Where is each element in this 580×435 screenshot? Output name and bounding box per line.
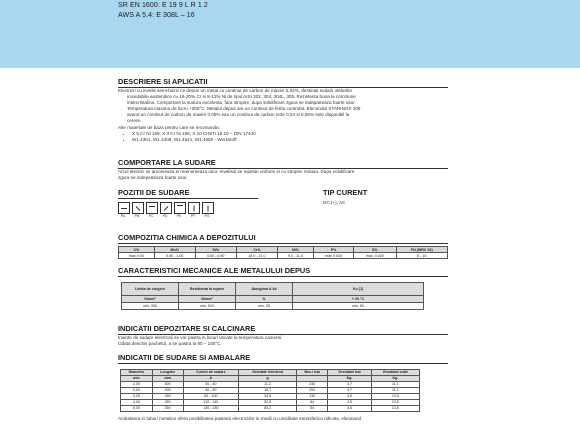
divider <box>118 198 258 199</box>
materials-intro: Alte materiale de baza pentru care se recomanda: <box>118 124 220 130</box>
table-header: Rezistenta la rupere <box>179 283 236 296</box>
table-cell: 13,5 <box>371 394 419 400</box>
header-band <box>0 0 580 68</box>
table-row <box>119 253 448 259</box>
list-item: • X 5 Cr Ni 189, X 3 Cr Ni 189, X 10 CrNiTi 18.10 – DIN 17440 <box>132 131 448 137</box>
table-cell: 4.5 <box>328 400 371 406</box>
behaviour-text: zgura se indeparteaza foarte usor. <box>118 175 188 181</box>
description-section <box>118 77 448 143</box>
current-section <box>323 188 448 206</box>
table-cell: 40 - 80 <box>183 388 239 394</box>
table-header: Diametru <box>121 370 153 376</box>
table-header: N/mm² <box>179 296 236 303</box>
table-header: N/mm² <box>122 296 179 303</box>
table-header: Mn% <box>154 247 195 253</box>
table-header: Cr% <box>236 247 277 253</box>
table-cell: 83,2 <box>239 406 297 412</box>
description-line: intercristalina. Comportare la sudura excelenta, fara stropire, dupa solidificare zgura se indeparteaza foarte usor. <box>127 100 356 106</box>
position-pc-icon: PC <box>146 202 158 218</box>
table-cell: 2,50 <box>121 388 153 394</box>
description-line: Temperatura maxima de lucru +300°C. Metalul depus are un continut de ferita controlat. Electrodul STARINOX 308 <box>127 106 361 112</box>
chem-title: COMPOZITIA CHIMICA A DEPOZITULUI <box>118 233 256 242</box>
table-cell: min. 350 <box>122 303 179 310</box>
table-header: P% <box>313 247 353 253</box>
table-header: Ni% <box>277 247 313 253</box>
packaging-title: INDICATII DE SUDARE SI AMBALARE <box>118 353 251 362</box>
mech-table <box>121 282 424 310</box>
table-cell: min. 520 <box>179 303 236 310</box>
table-header: S% <box>354 247 396 253</box>
table-cell: 5 - 10 <box>396 253 447 259</box>
description-title: DESCRIERE SI APLICATII <box>118 77 208 86</box>
table-header: Si% <box>195 247 236 253</box>
positions-title: POZITII DE SUDARE <box>118 188 190 197</box>
materials-list <box>118 131 448 143</box>
table-header: Greutate/ cutie <box>371 370 419 376</box>
table-cell: 3.7 <box>328 382 371 388</box>
mech-title: CARACTERISTICI MECANICE ALE METALULUI DEPUS <box>118 266 311 275</box>
packaging-section <box>118 353 448 422</box>
table-header: C% <box>119 247 155 253</box>
packaging-footer: Ambalarea in tuburi metalice ofera posibilitatea pastrarii electrozilor in medii cu umiditate atmosferica ridicata, eliminand <box>118 416 362 421</box>
table-cell: 130 - 180 <box>183 406 239 412</box>
divider <box>118 243 448 244</box>
table-cell: 4,00 <box>121 400 153 406</box>
table-cell: 4.5 <box>328 394 371 400</box>
table-cell: 4.5 <box>328 406 371 412</box>
position-pd-icon: PD <box>160 202 172 218</box>
chem-section <box>118 233 448 259</box>
table-cell: 11,1 <box>371 382 419 388</box>
table-cell: min. 60 <box>293 303 424 310</box>
table-header: Kg. <box>328 376 371 382</box>
divider <box>118 276 448 277</box>
table-cell: 5,00 <box>121 406 153 412</box>
table-header: mm <box>121 376 153 382</box>
description-line: inoxidabile austenitice cu 16-20% Cr si 8-12% Ni de tipul AISI 302, 304, 304L, 305. Rezistenta buna la coroziune <box>127 94 356 100</box>
table-header-row <box>122 296 424 303</box>
table-cell: 13,5 <box>371 406 419 412</box>
table-header: A <box>183 376 239 382</box>
table-cell: min. 35 <box>236 303 293 310</box>
table-cell: 54 <box>296 406 327 412</box>
table-cell: 30 - 60 <box>183 382 239 388</box>
position-pa-icon: PA <box>118 202 130 218</box>
table-header: + 20 °C <box>293 296 424 303</box>
table-header: Alungirea A 4d <box>236 283 293 296</box>
table-cell: 11,2 <box>239 382 297 388</box>
table-cell: 2,00 <box>121 382 153 388</box>
positions-section <box>118 188 258 218</box>
table-cell: 84 <box>296 400 327 406</box>
table-cell: max. 0.020 <box>354 253 396 259</box>
list-item: • W1.4301, W1.4306, W1.4541, W1.4550 - Werkstoff <box>132 137 448 143</box>
table-header: Lungime <box>152 370 183 376</box>
table-header: mm <box>152 376 183 382</box>
description-line: cerere. <box>127 118 142 124</box>
table-cell: max 0.030 <box>313 253 353 259</box>
mech-section <box>118 266 448 310</box>
standard-en: SR EN 1600: E 19 9 L R 1 2 <box>118 2 208 9</box>
table-cell: 0.50 - 1.00 <box>154 253 195 259</box>
table-cell: 18.0 - 21.0 <box>236 253 277 259</box>
table-cell: 0.60 - 0.90 <box>195 253 236 259</box>
position-pg-icon: PG <box>202 202 214 218</box>
table-header: Kv [J] <box>293 283 424 296</box>
table-cell: 3,25 <box>121 394 153 400</box>
table-cell: 18,7 <box>239 388 297 394</box>
current-title: TIP CURENT <box>323 188 368 197</box>
standard-aws: AWS A 5.4: E 308L – 16 <box>118 12 195 19</box>
table-cell: 34,6 <box>239 394 297 400</box>
position-pb-icon: PB <box>132 202 144 218</box>
table-cell: 13,5 <box>371 400 419 406</box>
table-cell: 350 <box>152 394 183 400</box>
storage-text: Odata deschis pachetul, a se pastra la 90 – 150°C. <box>118 341 222 347</box>
table-header: Buc./ tub <box>296 370 327 376</box>
table-cell: 230 <box>296 382 327 388</box>
table-cell: max 0.04 <box>119 253 155 259</box>
table-header: Limita de curgere <box>122 283 179 296</box>
current-value: DC (+); AC <box>323 200 346 205</box>
table-cell: 130 <box>296 394 327 400</box>
behaviour-section <box>118 158 448 181</box>
storage-text: Inainte de sudare electrozii se vor pastra in locuri uscate la temperatura camerei. <box>118 335 283 340</box>
table-header: % <box>236 296 293 303</box>
behaviour-text: Arcul electric se amorseaza si reamorseaza usor. Invelisul se topeste uniform si cu stropire redusa. Dupa solidificare <box>118 169 355 174</box>
table-cell: 11,1 <box>371 388 419 394</box>
storage-title: INDICATII DEPOZITARE SI CALCINARE <box>118 324 256 333</box>
description-line: avand un continut de carbon de maxim 0,08% sau un continut de carbon intre 0,04 si 0,08% este disponibil la <box>127 112 350 118</box>
description-line: Electrozi cu invelis semi-bazic ce depun un metal cu continut de carbon de maxim 0,04%, destinati sudarii otelurilor <box>118 88 353 93</box>
table-row <box>122 303 424 310</box>
table-cell: 300 <box>152 382 183 388</box>
position-icons <box>118 202 258 218</box>
table-cell: 350 <box>152 400 183 406</box>
table-header: Curent de sudare <box>183 370 239 376</box>
table-header: Kg. <box>371 376 419 382</box>
table-header: Greutate /electrod <box>239 370 297 376</box>
behaviour-title: COMPORTARE LA SUDARE <box>118 158 216 167</box>
table-header: Greutate/ tub <box>328 370 371 376</box>
table-row <box>121 406 420 412</box>
table-cell: 3.7 <box>328 388 371 394</box>
table-cell: 9.0 - 11.0 <box>277 253 313 259</box>
table-header-row <box>122 283 424 296</box>
table-cell: 350 <box>152 406 183 412</box>
table-cell: 80 - 100 <box>183 394 239 400</box>
table-header: g <box>239 376 297 382</box>
table-cell: 52,5 <box>239 400 297 406</box>
storage-section <box>118 324 448 347</box>
table-header: FN (WRC 92) <box>396 247 447 253</box>
packaging-table <box>120 369 420 412</box>
chem-table <box>118 246 448 259</box>
table-cell: 110 - 140 <box>183 400 239 406</box>
table-cell: 300 <box>152 388 183 394</box>
divider <box>118 363 448 364</box>
position-pf-icon: PF <box>188 202 200 218</box>
table-cell: 200 <box>296 388 327 394</box>
position-pe-icon: PE <box>174 202 186 218</box>
